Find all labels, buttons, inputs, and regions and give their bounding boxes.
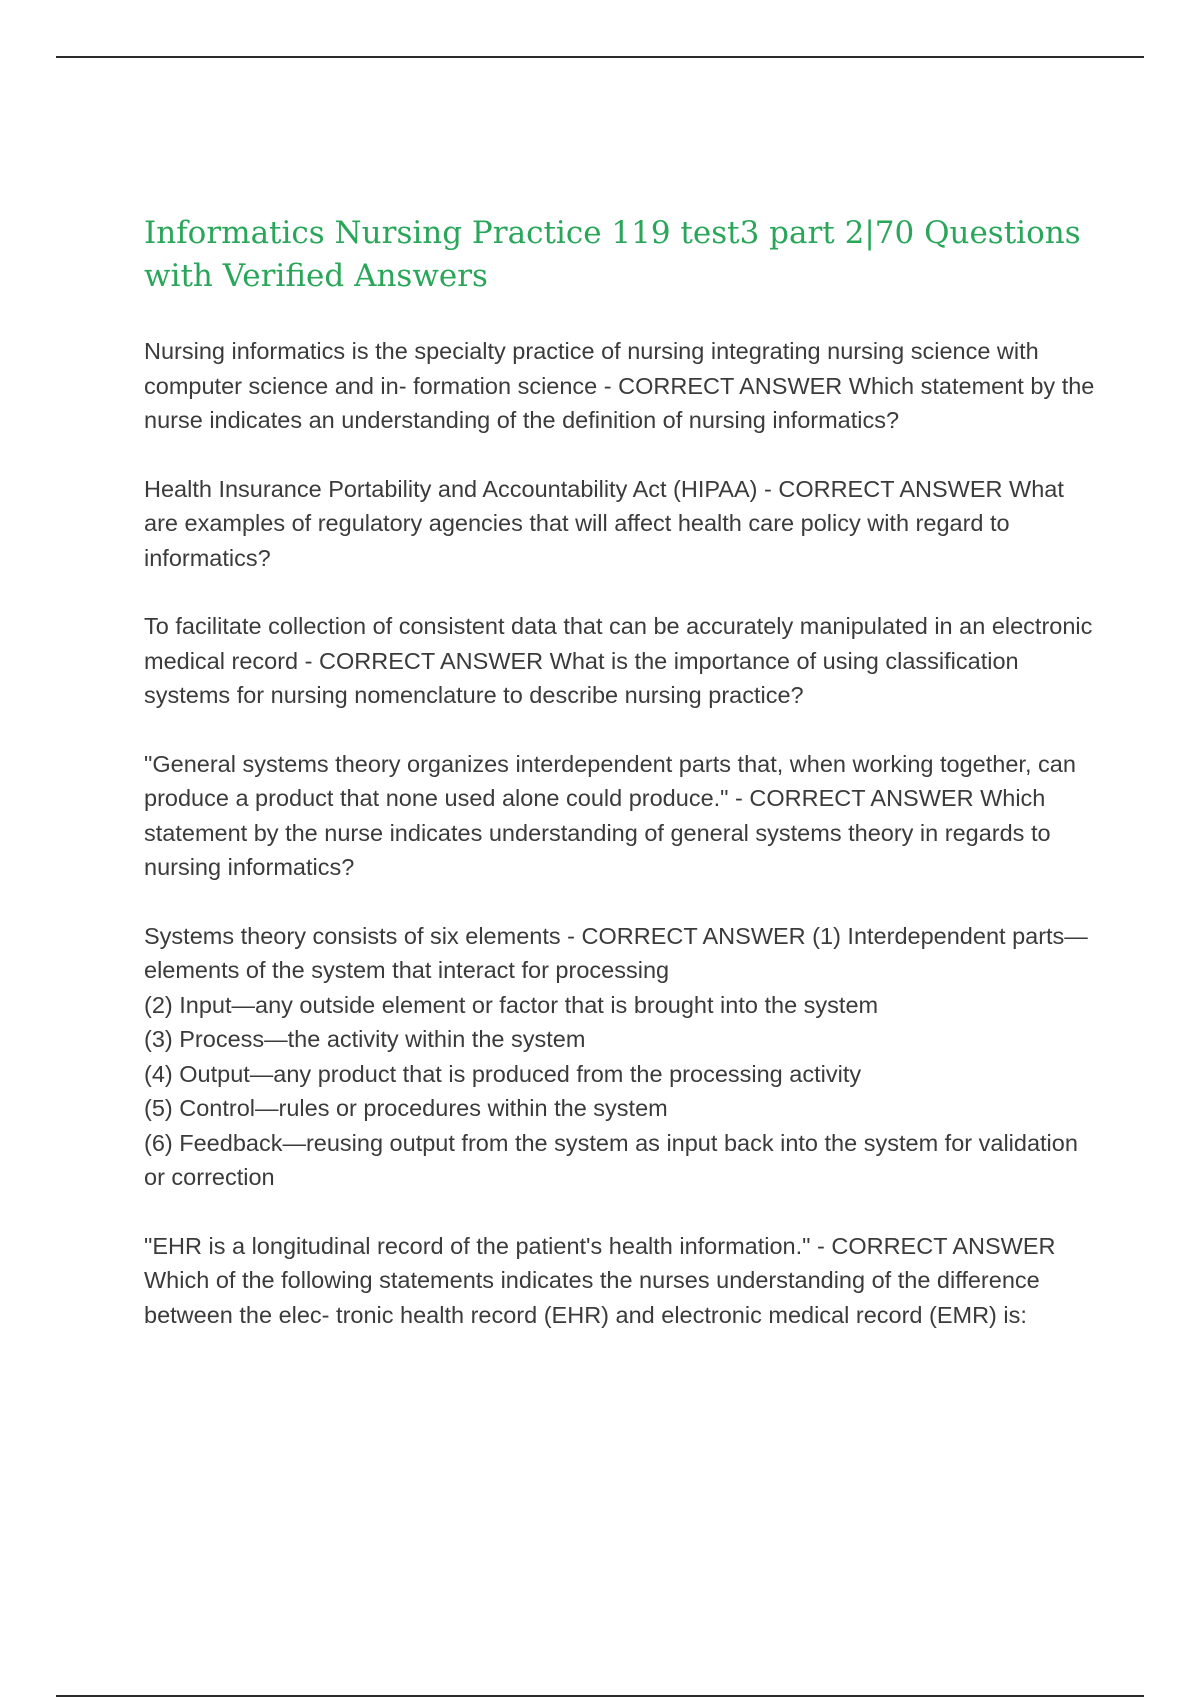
- qa-entry: "EHR is a longitudinal record of the patient's health information." - CORRECT ANSWER Which of the following statements indicates the nurses understanding of the difference between the elec- tronic health record (EHR) and electronic medical record (EMR) is:: [144, 1232, 1056, 1328]
- qa-entry: Nursing informatics is the specialty practice of nursing integrating nursing science with computer science and in- formation science - CORRECT ANSWER Which statement by the nurse indicates an understanding of the definition of nursing informatics?: [144, 338, 1095, 433]
- qa-entry: Health Insurance Portability and Accountability Act (HIPAA) - CORRECT ANSWER What are examples of regulatory agencies that will affect health care policy with regard to informatics?: [144, 475, 1064, 571]
- qa-list: [144, 334, 1096, 1366]
- qa-entry: "General systems theory organizes interdependent parts that, when working together, can produce a product that none used alone could produce." - CORRECT ANSWER Which statement by the nurse indicates understanding of general systems theory in regards to nursing informatics?: [144, 750, 1076, 880]
- bottom-divider: [56, 1695, 1144, 1697]
- qa-entry: To facilitate collection of consistent data that can be accurately manipulated in an electronic medical record - CORRECT ANSWER What is the importance of using classification systems for nursing nomenclature to describe nursing practice?: [144, 613, 1093, 708]
- qa-entry: Systems theory consists of six elements - CORRECT ANSWER (1) Interdependent parts—elements of the system that interact for processing (2) Input—any outside element or factor that is brought into the system (3) Process—the activity within the system (4) Output—any product that is produced from the processing activity (5) Control—rules or procedures within the system (6) Feedback—reusing output from the system as input back into the system for validation or correction: [144, 922, 1088, 1190]
- top-divider: [56, 56, 1144, 58]
- document-title: Informatics Nursing Practice 119 test3 part 2|70 Questions with Verified Answers: [144, 215, 1081, 294]
